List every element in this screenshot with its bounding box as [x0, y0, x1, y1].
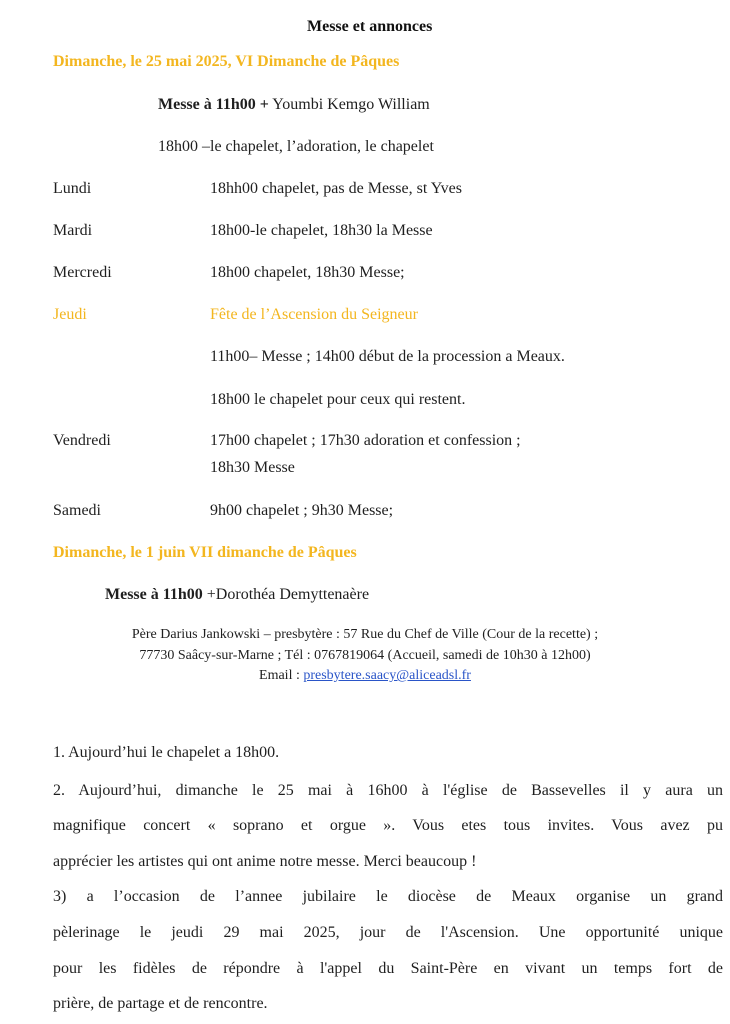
announcement-3-line-1: 3) a l’occasion de l’annee jubilaire le diocèse de Meaux organise un grand	[53, 888, 723, 905]
schedule-text-vendredi-2: 18h30 Messe	[210, 459, 295, 476]
schedule-text-lundi: 18hh00 chapelet, pas de Messe, st Yves	[210, 180, 462, 197]
announcement-2-line-1: 2. Aujourd’hui, dimanche le 25 mai à 16h00 à l'église de Bassevelles il y aura un	[53, 782, 723, 799]
announcement-3-line-3: pour les fidèles de répondre à l'appel du Saint-Père en vivant un temps fort de	[53, 960, 723, 977]
email-link[interactable]: presbytere.saacy@aliceadsl.fr	[303, 668, 471, 683]
announcement-3-line-4: prière, de partage et de rencontre.	[53, 995, 268, 1012]
announcement-3-line-2: pèlerinage le jeudi 29 mai 2025, jour de l'Ascension. Une opportunité unique	[53, 924, 723, 941]
mass-intention-2: +Dorothéa Demyttenaère	[202, 586, 370, 603]
schedule-text-vendredi: 17h00 chapelet ; 17h30 adoration et confession ;	[210, 432, 521, 449]
mass-time-label-2: Messe à 11h00	[105, 586, 203, 603]
sunday-heading-2: Dimanche, le 1 juin VII dimanche de Pâques	[53, 544, 357, 561]
sunday-mass-2	[105, 586, 369, 604]
announcement-1: 1. Aujourd’hui le chapelet a 18h00.	[53, 744, 280, 761]
mass-time-label: Messe à 11h00 +	[158, 96, 269, 113]
mass-intention: Youmbi Kemgo William	[268, 96, 430, 113]
schedule-text-mardi: 18h00-le chapelet, 18h30 la Messe	[210, 222, 433, 239]
contact-line-1: Père Darius Jankowski – presbytère : 57 Rue du Chef de Ville (Cour de la recette) ;	[131, 627, 599, 642]
announcement-2-line-3: apprécier les artistes qui ont anime notre messe. Merci beaucoup !	[53, 853, 477, 870]
schedule-text-mercredi: 18h00 chapelet, 18h30 Messe;	[210, 264, 405, 281]
sunday-heading-1: Dimanche, le 25 mai 2025, VI Dimanche de Pâques	[53, 53, 400, 70]
day-label-mercredi: Mercredi	[53, 264, 112, 281]
announcement-2-line-2: magnifique concert « soprano et orgue ». Vous etes tous invites. Vous avez pu	[53, 817, 723, 834]
day-label-samedi: Samedi	[53, 502, 101, 519]
schedule-text-jeudi-2: 11h00– Messe ; 14h00 début de la procession a Meaux.	[210, 348, 565, 365]
page-title: Messe et annonces	[307, 18, 433, 35]
schedule-text-jeudi-3: 18h00 le chapelet pour ceux qui restent.	[210, 391, 466, 408]
contact-line-2: 77730 Saâcy-sur-Marne ; Tél : 0767819064 (Accueil, samedi de 10h30 à 12h00)	[139, 648, 591, 663]
sunday-mass-1	[158, 96, 430, 114]
schedule-text-samedi: 9h00 chapelet ; 9h30 Messe;	[210, 502, 394, 519]
day-label-mardi: Mardi	[53, 222, 93, 239]
day-label-vendredi: Vendredi	[53, 432, 111, 449]
day-label-lundi: Lundi	[53, 180, 92, 197]
sunday-evening-1: 18h00 –le chapelet, l’adoration, le chapelet	[158, 138, 434, 155]
day-label-jeudi: Jeudi	[53, 306, 87, 323]
schedule-text-jeudi: Fête de l’Ascension du Seigneur	[210, 306, 418, 323]
email-label: Email :	[259, 668, 304, 683]
contact-email-line	[0, 668, 730, 684]
